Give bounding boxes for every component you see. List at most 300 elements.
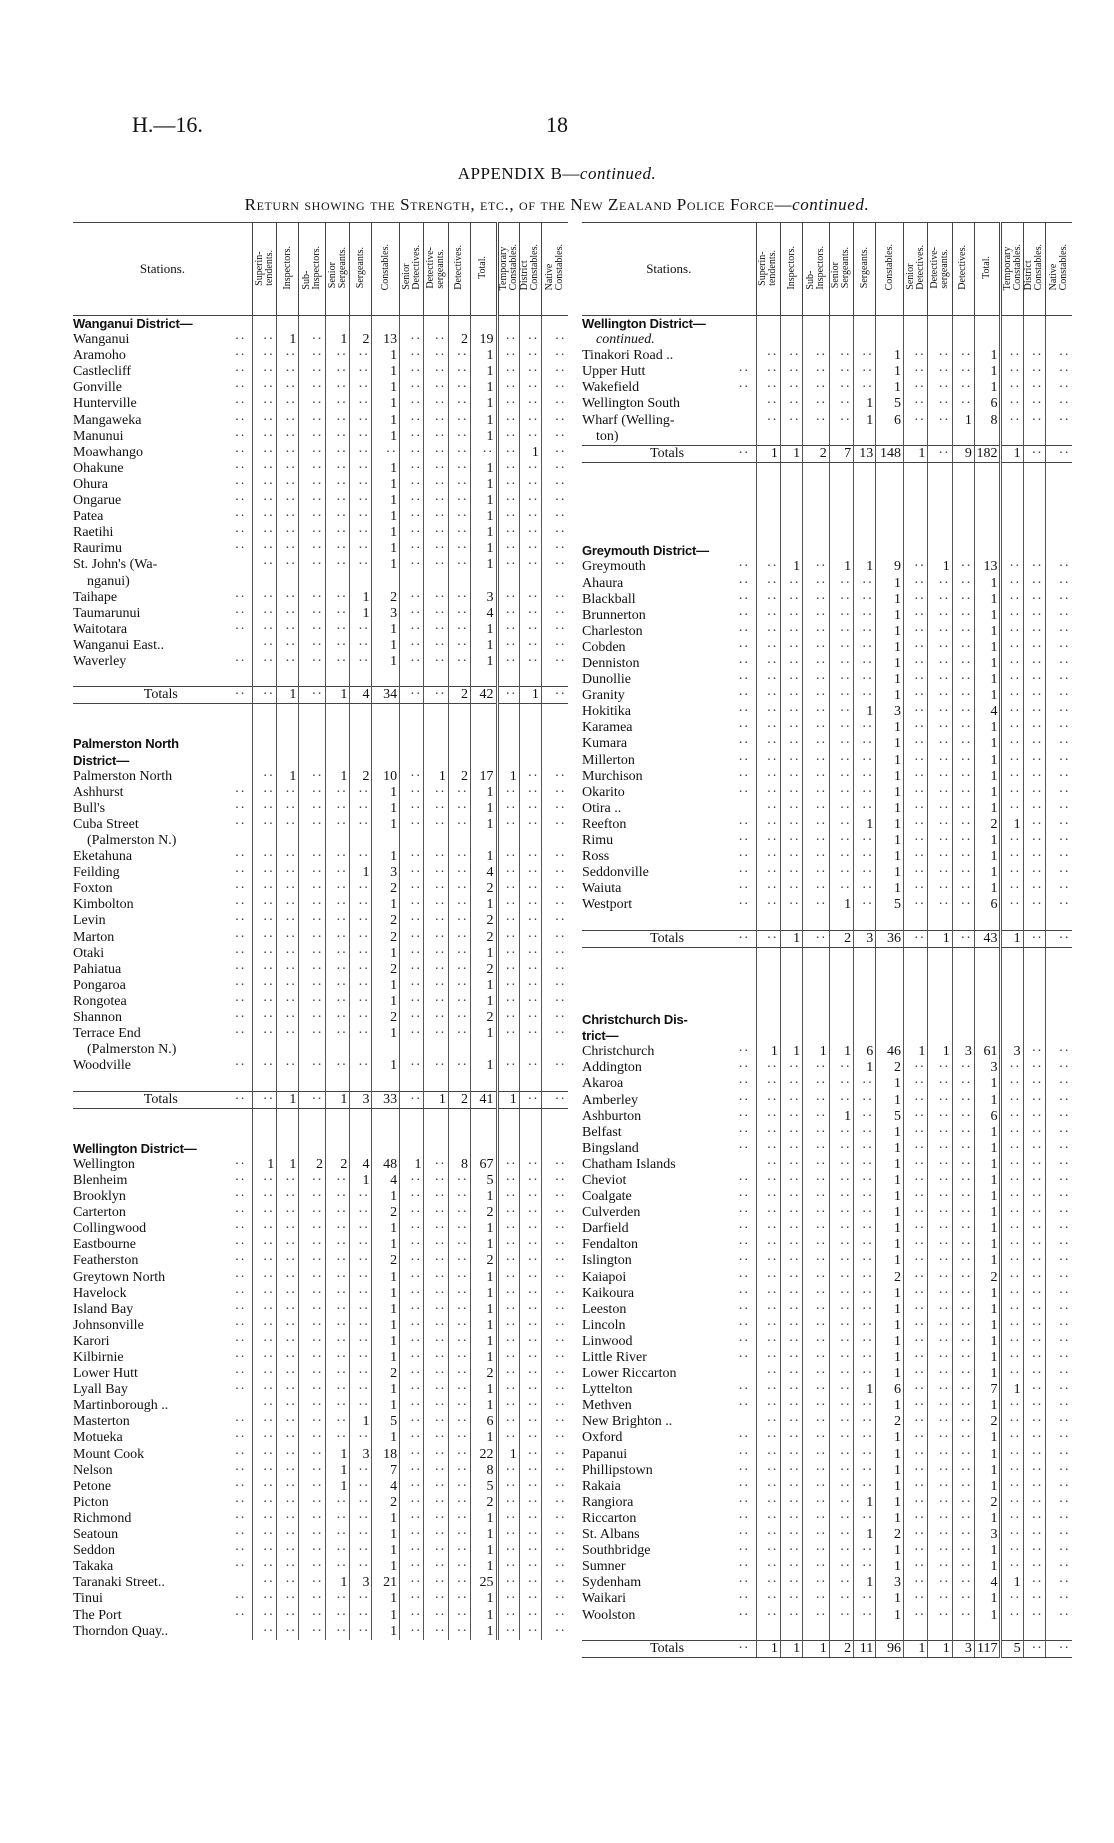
cell-value bbox=[854, 1430, 876, 1446]
empty-cell-dots: ·· bbox=[456, 1205, 468, 1221]
empty-cell-dots: ·· bbox=[335, 348, 348, 364]
empty-cell-dots: ·· bbox=[358, 881, 370, 897]
empty-cell-dots: ·· bbox=[788, 575, 801, 591]
empty-cell-dots: ·· bbox=[861, 672, 874, 688]
cell-value bbox=[829, 511, 853, 527]
empty-cell-dots: ·· bbox=[335, 1398, 348, 1414]
empty-cell-dots: ·· bbox=[554, 1026, 566, 1042]
appendix-continued: continued. bbox=[579, 164, 657, 183]
empty-cell-dots: ·· bbox=[1031, 1172, 1043, 1188]
cell-value: 2 bbox=[974, 1270, 1001, 1286]
empty-cell-dots: ·· bbox=[410, 1366, 422, 1382]
cell-value bbox=[803, 1189, 830, 1205]
cell-value bbox=[325, 477, 349, 493]
cell-value bbox=[1001, 1479, 1023, 1495]
empty-cell-dots: ·· bbox=[434, 493, 446, 509]
cell-value bbox=[424, 316, 448, 333]
cell-value bbox=[299, 429, 326, 445]
cell-value bbox=[1045, 1221, 1072, 1237]
cell-value: 1 bbox=[497, 769, 519, 785]
cell-value bbox=[448, 1302, 470, 1318]
cell-value: 1 bbox=[470, 380, 497, 396]
cell-value bbox=[541, 493, 568, 509]
cell-value bbox=[903, 1414, 927, 1430]
cell-value bbox=[952, 640, 974, 656]
station-name: Aramoho bbox=[73, 348, 126, 364]
cell-value bbox=[325, 1058, 349, 1074]
empty-cell-dots: ·· bbox=[456, 1414, 468, 1430]
cell-value: 1 bbox=[470, 1302, 497, 1318]
cell-value bbox=[903, 559, 927, 575]
empty-cell-dots: ·· bbox=[554, 476, 566, 492]
cell-value: 1 bbox=[829, 1044, 853, 1060]
leader-dots: ·· bbox=[234, 1494, 246, 1510]
cell-value bbox=[780, 624, 802, 640]
empty-cell-dots: ·· bbox=[358, 1010, 370, 1026]
station-name: Culverden bbox=[582, 1205, 641, 1221]
empty-cell-dots: ·· bbox=[456, 509, 468, 525]
empty-cell-dots: ·· bbox=[913, 1607, 926, 1623]
cell-value bbox=[780, 429, 802, 446]
empty-cell-dots: ·· bbox=[788, 1172, 801, 1188]
empty-cell-dots: ·· bbox=[262, 977, 275, 993]
cell-value bbox=[780, 495, 802, 511]
cell-value bbox=[470, 1042, 497, 1058]
cell-value bbox=[497, 1527, 519, 1543]
cell-value bbox=[903, 1543, 927, 1559]
empty-cell-dots: ·· bbox=[913, 1285, 926, 1301]
leader-dots: ·· bbox=[738, 1559, 750, 1575]
empty-cell-dots: ·· bbox=[434, 509, 446, 525]
empty-cell-dots: ·· bbox=[815, 1559, 827, 1575]
cell-value bbox=[497, 1318, 519, 1334]
cell-value bbox=[974, 511, 1001, 527]
empty-cell-dots: ·· bbox=[913, 1575, 926, 1591]
cell-value bbox=[424, 1042, 448, 1058]
station-name: Featherston bbox=[73, 1253, 139, 1269]
empty-cell-dots: ·· bbox=[960, 559, 972, 575]
cell-value bbox=[756, 1270, 780, 1286]
empty-cell-dots: ·· bbox=[938, 816, 950, 832]
cell-value bbox=[952, 849, 974, 865]
empty-cell-dots: ·· bbox=[456, 1189, 468, 1205]
empty-cell-dots: ·· bbox=[410, 1494, 422, 1510]
cell-value bbox=[519, 654, 541, 670]
empty-cell-dots: ·· bbox=[913, 1382, 926, 1398]
station-name: Seddon bbox=[73, 1543, 115, 1559]
column-header bbox=[928, 223, 952, 316]
empty-cell-dots: ·· bbox=[554, 428, 566, 444]
table-row bbox=[73, 1608, 568, 1624]
cell-value: 8 bbox=[448, 1157, 470, 1173]
cell-value bbox=[854, 511, 876, 527]
cell-value: 1 bbox=[829, 559, 853, 575]
cell-value bbox=[252, 1058, 276, 1074]
empty-cell-dots: ·· bbox=[913, 1172, 926, 1188]
cell-value bbox=[299, 380, 326, 396]
cell-value bbox=[1045, 348, 1072, 364]
cell-value bbox=[299, 1430, 326, 1446]
empty-cell-dots: ·· bbox=[505, 800, 517, 816]
cell-value bbox=[1023, 380, 1045, 396]
cell-value bbox=[541, 978, 568, 994]
empty-cell-dots: ·· bbox=[960, 800, 972, 816]
cell-value bbox=[252, 1608, 276, 1624]
cell-value bbox=[780, 833, 802, 849]
cell-value bbox=[277, 1575, 299, 1591]
cell-value bbox=[448, 477, 470, 493]
cell-value bbox=[829, 495, 853, 511]
cell-value: 1 bbox=[974, 1189, 1001, 1205]
empty-cell-dots: ·· bbox=[262, 1382, 275, 1398]
cell-value bbox=[780, 897, 802, 913]
empty-cell-dots: ·· bbox=[839, 1333, 852, 1349]
cell-value bbox=[1001, 527, 1023, 543]
cell-value bbox=[803, 980, 830, 996]
cell-value bbox=[903, 1286, 927, 1302]
empty-cell-dots: ·· bbox=[766, 575, 778, 591]
cell-value: 1 bbox=[974, 672, 1001, 688]
cell-value bbox=[350, 429, 372, 445]
cell-value: 3 bbox=[876, 704, 904, 720]
cell-value bbox=[952, 1028, 974, 1044]
cell-value: 1 bbox=[372, 477, 400, 493]
empty-cell-dots: ·· bbox=[505, 1510, 517, 1526]
empty-cell-dots: ·· bbox=[554, 687, 566, 703]
leader-dots: ·· bbox=[738, 1221, 750, 1237]
cell-value: 1 bbox=[372, 396, 400, 412]
cell-value bbox=[928, 1076, 952, 1092]
cell-value bbox=[277, 1010, 299, 1026]
station-name: Denniston bbox=[582, 655, 640, 671]
empty-cell-dots: ·· bbox=[913, 623, 926, 639]
empty-cell-dots: ·· bbox=[1058, 655, 1070, 671]
cell-value bbox=[1045, 930, 1072, 947]
empty-cell-dots: ·· bbox=[262, 1301, 275, 1317]
empty-cell-dots: ·· bbox=[1009, 1205, 1021, 1221]
cell-value bbox=[1023, 1624, 1045, 1641]
empty-cell-dots: ·· bbox=[554, 525, 566, 541]
cell-value bbox=[903, 1076, 927, 1092]
empty-cell-dots: ·· bbox=[410, 493, 422, 509]
empty-cell-dots: ·· bbox=[960, 1607, 972, 1623]
cell-value bbox=[854, 1076, 876, 1092]
column-header-label: Senior Detectives. bbox=[904, 245, 926, 290]
cell-value bbox=[952, 364, 974, 380]
station-name: Millerton bbox=[582, 752, 635, 768]
empty-cell-dots: ·· bbox=[262, 444, 275, 460]
cell-value bbox=[780, 1286, 802, 1302]
empty-cell-dots: ·· bbox=[456, 961, 468, 977]
cell-value bbox=[829, 364, 853, 380]
station-name: Pahiatua bbox=[73, 961, 122, 977]
cell-value bbox=[952, 881, 974, 897]
empty-cell-dots: ·· bbox=[410, 977, 422, 993]
empty-cell-dots: ·· bbox=[788, 591, 801, 607]
empty-cell-dots: ·· bbox=[554, 1189, 566, 1205]
column-header-label: Inspectors. bbox=[281, 245, 293, 290]
cell-value bbox=[448, 1559, 470, 1575]
cell-value bbox=[277, 849, 299, 865]
cell-value bbox=[252, 557, 276, 573]
empty-cell-dots: ·· bbox=[861, 1446, 874, 1462]
empty-cell-dots: ·· bbox=[913, 1446, 926, 1462]
table-title-main: Return showing the Strength, etc., of the New Zealand Police Force— bbox=[244, 195, 793, 214]
cell-value bbox=[756, 1575, 780, 1591]
cell-value: 1 bbox=[470, 654, 497, 670]
cell-value bbox=[252, 913, 276, 929]
cell-value bbox=[424, 348, 448, 364]
cell-value bbox=[252, 622, 276, 638]
cell-value bbox=[1001, 495, 1023, 511]
empty-cell-dots: ·· bbox=[554, 1269, 566, 1285]
cell-value bbox=[903, 785, 927, 801]
cell-value: 1 bbox=[974, 865, 1001, 881]
cell-value bbox=[803, 1463, 830, 1479]
cell-value bbox=[829, 624, 853, 640]
empty-cell-dots: ·· bbox=[311, 380, 323, 396]
table-row bbox=[73, 654, 568, 670]
empty-cell-dots: ·· bbox=[1031, 655, 1043, 671]
cell-value bbox=[1001, 608, 1023, 624]
cell-value bbox=[252, 1495, 276, 1511]
empty-cell-dots: ·· bbox=[960, 881, 972, 897]
cell-value bbox=[756, 559, 780, 575]
cell-value bbox=[854, 1109, 876, 1125]
empty-cell-dots: ·· bbox=[262, 332, 275, 348]
empty-cell-dots: ·· bbox=[938, 881, 950, 897]
cell-value bbox=[400, 849, 424, 865]
empty-cell-dots: ·· bbox=[815, 639, 827, 655]
cell-value bbox=[325, 1010, 349, 1026]
cell-value bbox=[350, 1108, 372, 1125]
cell-value bbox=[299, 1253, 326, 1269]
empty-cell-dots: ·· bbox=[766, 1076, 778, 1092]
empty-cell-dots: ·· bbox=[766, 1301, 778, 1317]
cell-value bbox=[803, 462, 830, 479]
empty-cell-dots: ·· bbox=[1009, 1317, 1021, 1333]
cell-value bbox=[497, 654, 519, 670]
cell-value: 1 bbox=[756, 445, 780, 462]
cell-value bbox=[497, 1157, 519, 1173]
cell-value bbox=[424, 493, 448, 509]
cell-value bbox=[1045, 1527, 1072, 1543]
empty-cell-dots: ·· bbox=[938, 1414, 950, 1430]
station-name: Waiuta bbox=[582, 881, 622, 897]
empty-cell-dots: ·· bbox=[839, 752, 852, 768]
empty-cell-dots: ·· bbox=[815, 1446, 827, 1462]
cell-value bbox=[1001, 656, 1023, 672]
cell-value bbox=[325, 753, 349, 769]
empty-cell-dots: ·· bbox=[410, 687, 422, 703]
cell-value bbox=[1045, 656, 1072, 672]
cell-value bbox=[424, 1205, 448, 1221]
column-header-label: District Constables. bbox=[519, 244, 541, 291]
empty-cell-dots: ·· bbox=[766, 1108, 778, 1124]
empty-cell-dots: ·· bbox=[788, 1301, 801, 1317]
leader-dots: ·· bbox=[738, 1607, 750, 1623]
cell-value bbox=[1045, 720, 1072, 736]
empty-cell-dots: ·· bbox=[527, 993, 539, 1009]
empty-cell-dots: ·· bbox=[434, 653, 446, 669]
cell-value bbox=[424, 1302, 448, 1318]
empty-cell-dots: ·· bbox=[262, 1559, 275, 1575]
empty-cell-dots: ·· bbox=[861, 849, 874, 865]
cell-value bbox=[829, 332, 853, 348]
empty-cell-dots: ·· bbox=[913, 833, 926, 848]
cell-value bbox=[541, 1511, 568, 1527]
cell-value bbox=[448, 994, 470, 1010]
empty-cell-dots: ·· bbox=[456, 460, 468, 476]
cell-value: 1 bbox=[325, 1447, 349, 1463]
empty-cell-dots: ·· bbox=[1009, 1543, 1021, 1559]
empty-cell-dots: ·· bbox=[766, 655, 778, 671]
empty-cell-dots: ·· bbox=[456, 605, 468, 621]
empty-cell-dots: ·· bbox=[1031, 672, 1043, 688]
cell-value bbox=[424, 429, 448, 445]
empty-cell-dots: ·· bbox=[960, 575, 972, 591]
empty-cell-dots: ·· bbox=[1009, 1350, 1021, 1365]
cell-value bbox=[952, 980, 974, 996]
cell-value bbox=[1023, 865, 1045, 881]
empty-cell-dots: ·· bbox=[285, 1382, 297, 1398]
table-row bbox=[582, 1398, 1072, 1414]
cell-value bbox=[325, 1495, 349, 1511]
empty-cell-dots: ·· bbox=[358, 977, 370, 993]
leader-dots: ·· bbox=[234, 428, 246, 444]
column-header-label: Constables. bbox=[379, 244, 391, 291]
cell-value bbox=[448, 1237, 470, 1253]
cell-value bbox=[803, 396, 830, 412]
empty-cell-dots: ·· bbox=[335, 396, 348, 412]
cell-value bbox=[780, 1076, 802, 1092]
cell-value bbox=[448, 1125, 470, 1141]
cell-value bbox=[903, 1591, 927, 1607]
empty-cell-dots: ·· bbox=[1058, 591, 1070, 607]
empty-cell-dots: ·· bbox=[311, 1205, 323, 1221]
station-name: Levin bbox=[73, 913, 106, 929]
leader-dots: ·· bbox=[738, 1108, 750, 1124]
empty-cell-dots: ·· bbox=[410, 1446, 422, 1462]
empty-cell-dots: ·· bbox=[554, 1366, 566, 1382]
empty-cell-dots: ·· bbox=[335, 428, 348, 444]
empty-cell-dots: ·· bbox=[1009, 736, 1021, 752]
empty-cell-dots: ·· bbox=[335, 897, 348, 913]
empty-cell-dots: ·· bbox=[335, 784, 348, 800]
cell-value bbox=[1023, 817, 1045, 833]
cell-value bbox=[252, 1591, 276, 1607]
cell-value bbox=[903, 1624, 927, 1641]
cell-value: 1 bbox=[470, 978, 497, 994]
cell-value bbox=[519, 1382, 541, 1398]
empty-cell-dots: ·· bbox=[262, 1317, 275, 1333]
cell-value: 1 bbox=[252, 1157, 276, 1173]
cell-value bbox=[876, 527, 904, 543]
cell-value bbox=[1045, 881, 1072, 897]
cell-value: 3 bbox=[974, 1527, 1001, 1543]
cell-value bbox=[803, 753, 830, 769]
cell-value bbox=[541, 1270, 568, 1286]
cell-value bbox=[780, 640, 802, 656]
empty-cell-dots: ·· bbox=[311, 977, 323, 993]
cell-value: 2 bbox=[372, 1495, 400, 1511]
cell-value: 3 bbox=[1001, 1044, 1023, 1060]
empty-cell-dots: ·· bbox=[311, 1010, 323, 1026]
station-name: Leeston bbox=[582, 1301, 627, 1317]
cell-value: 1 bbox=[876, 833, 904, 849]
cell-value bbox=[424, 670, 448, 687]
table-title bbox=[0, 195, 1114, 215]
empty-cell-dots: ·· bbox=[861, 1237, 874, 1253]
empty-cell-dots: ·· bbox=[311, 993, 323, 1009]
empty-cell-dots: ·· bbox=[358, 525, 370, 541]
cell-value bbox=[829, 1205, 853, 1221]
cell-value bbox=[756, 930, 780, 947]
cell-value bbox=[756, 1463, 780, 1479]
cell-value: 1 bbox=[350, 1414, 372, 1430]
empty-cell-dots: ·· bbox=[335, 929, 348, 945]
cell-value: 1 bbox=[974, 1350, 1001, 1366]
table-row bbox=[582, 559, 1072, 575]
empty-cell-dots: ·· bbox=[410, 412, 422, 428]
cell-value bbox=[903, 817, 927, 833]
cell-value bbox=[928, 1543, 952, 1559]
empty-cell-dots: ·· bbox=[410, 929, 422, 945]
cell-value bbox=[829, 720, 853, 736]
cell-value bbox=[299, 1511, 326, 1527]
cell-value: 1 bbox=[470, 348, 497, 364]
cell-value bbox=[541, 1108, 568, 1125]
empty-cell-dots: ·· bbox=[285, 1172, 297, 1188]
cell-value: 1 bbox=[876, 1318, 904, 1334]
cell-value bbox=[497, 413, 519, 429]
cell-value bbox=[497, 1430, 519, 1446]
cell-value bbox=[424, 1463, 448, 1479]
empty-cell-dots: ·· bbox=[358, 1510, 370, 1526]
empty-cell-dots: ·· bbox=[335, 476, 348, 492]
cell-value bbox=[497, 348, 519, 364]
empty-cell-dots: ·· bbox=[505, 1189, 517, 1205]
column-header-label: Detective- sergeants. bbox=[425, 246, 447, 289]
empty-cell-dots: ·· bbox=[262, 913, 275, 929]
empty-cell-dots: ·· bbox=[1058, 559, 1070, 575]
empty-cell-dots: ·· bbox=[505, 364, 517, 380]
empty-cell-dots: ·· bbox=[1058, 930, 1070, 946]
empty-cell-dots: ·· bbox=[410, 1221, 422, 1237]
cell-value: 1 bbox=[974, 881, 1001, 897]
cell-value: 1 bbox=[372, 493, 400, 509]
empty-cell-dots: ·· bbox=[410, 1301, 422, 1317]
empty-cell-dots: ·· bbox=[938, 1108, 950, 1124]
leader-dots: ·· bbox=[234, 412, 246, 428]
cell-value bbox=[1045, 1430, 1072, 1446]
cell-value bbox=[299, 978, 326, 994]
empty-cell-dots: ·· bbox=[839, 688, 852, 704]
empty-cell-dots: ·· bbox=[788, 1108, 801, 1124]
empty-cell-dots: ·· bbox=[1058, 784, 1070, 800]
cell-value bbox=[803, 913, 830, 930]
cell-value bbox=[1045, 785, 1072, 801]
cell-value bbox=[756, 656, 780, 672]
cell-value: 1 bbox=[470, 1398, 497, 1414]
table-row bbox=[73, 897, 568, 913]
cell-value bbox=[400, 348, 424, 364]
cell-value bbox=[400, 477, 424, 493]
cell-value bbox=[903, 1141, 927, 1157]
empty-cell-dots: ·· bbox=[335, 1285, 348, 1301]
empty-cell-dots: ·· bbox=[434, 444, 446, 460]
cell-value: 2 bbox=[470, 1366, 497, 1382]
